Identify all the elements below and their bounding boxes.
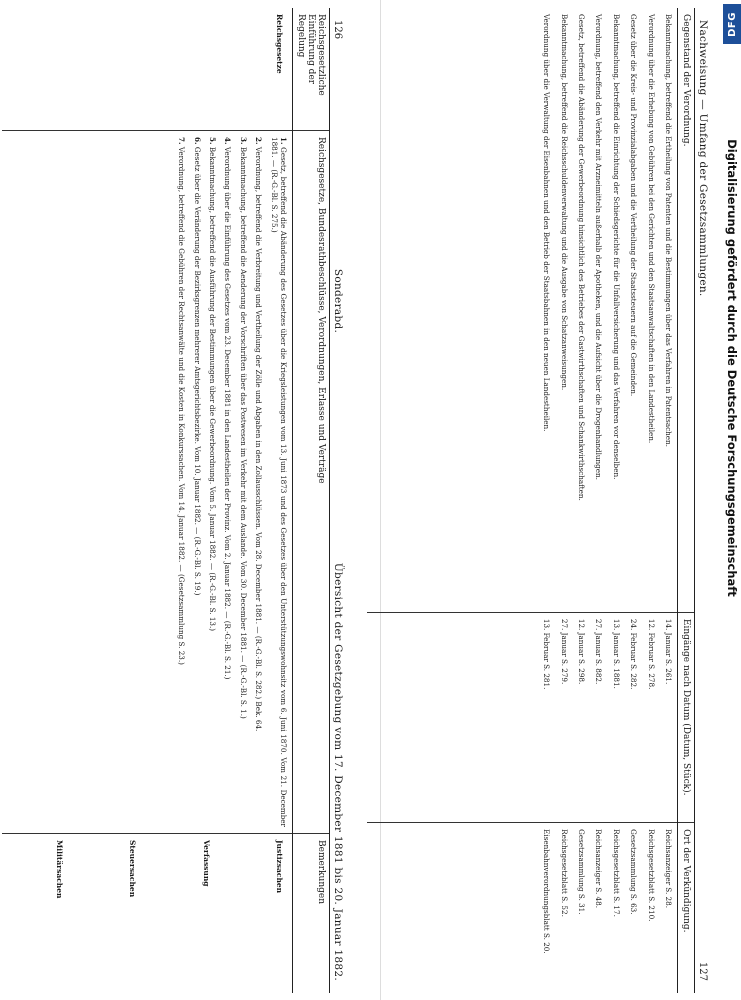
- left-remarks-column: [2, 834, 292, 986]
- table-row: Bekanntmachung, betreffend die Reichsschuldenverwaltung und die Ausgabe von Schatzanweisungen.: [559, 14, 569, 391]
- table-cell-place: Eisenbahnverordnungsblatt S. 20.: [542, 829, 552, 954]
- table-cell-place: Gesetzsammlung S. 63.: [629, 829, 639, 915]
- table-cell-place: Reichsgesetzblatt S. 210.: [646, 829, 656, 922]
- table-cell-date: 13. Februar S. 281.: [542, 618, 552, 690]
- table-row: Verordnung über die Verwaltung der Eisenbahnen und den Betrieb der Staatsbahnen in den neuen Landestheilen.: [542, 14, 552, 432]
- table-cell-place: Reichsanzeiger S. 48.: [594, 829, 604, 908]
- table-cell-date: 14. Januar S. 261.: [664, 618, 673, 685]
- list-item: [177, 137, 186, 827]
- table-cell-date: 27. Januar S. 279.: [559, 618, 569, 685]
- table-cell-date: 12. Februar S. 278.: [646, 618, 656, 690]
- left-col-header-2: Reichsgesetze, Bundesrathbeschlüsse, Verordnungen, Erlasse und Verträge: [293, 131, 329, 834]
- left-running-title: Sonderabd.: [332, 268, 344, 334]
- entry-number: 6.: [192, 137, 202, 145]
- table-row: Gesetz, betreffend die Abänderung der Gewerbeordnung hinsichtlich des Betriebes der Gastwirthschaften und Schankwirthschaften.: [576, 14, 586, 501]
- entry-text: Verordnung, betreffend die Gebühren der Rechtsanwälte und die Kosten in Konkurssachen. Vom 14. Januar 1882. — (Gesetzsammlung S. 23.): [177, 146, 187, 665]
- entry-text: Gesetz, betreffend die Abänderung des Gesetzes über die Kriegsleistungen vom 13. Juni 1873 und des Gesetzes über den Unterstützungswohnsitz vom 6. Juni 1870. Vom 21. December 1881. — (R.-G.-Bl. S. 275.): [269, 137, 288, 827]
- left-page-number: 126: [332, 20, 343, 40]
- table-row: Verordnung, betreffend den Verkehr mit Arzneimitteln außerhalb der Apotheken, und die Aufsicht über die Drogenhandlungen.: [594, 14, 604, 480]
- entry-number: 1.: [279, 137, 288, 145]
- left-header-title: Übersicht der Gesetzgebung vom 17. December 1881 bis 20. Januar 1882.: [332, 562, 344, 981]
- entry-number: 5.: [207, 137, 217, 145]
- table-row: Gesetz über die Kreis- und Provinzialabgaben und die Vertheilung der Staatssteuern auf die Gemeinden.: [629, 14, 639, 397]
- entry-text: Verordnung über die Einführung des Gesetzes vom 23. December 1881 in den Landestheilen der Provinz. Vom 2. Januar 1882. — (R.-G.-Bl. S. 21.): [223, 146, 233, 680]
- dfg-banner: [723, 0, 741, 690]
- entry-number: 4.: [223, 137, 233, 145]
- left-page-header: [329, 8, 350, 993]
- table-row: Verordnung über die Erhebung von Gebühren bei den Gerichten und den Staatsanwaltschaften in den Landestheilen.: [646, 14, 656, 444]
- list-item: [223, 137, 232, 827]
- table-cell-date: 27. Januar S. 882.: [594, 618, 604, 685]
- dfg-logo-text: DFG: [726, 11, 738, 37]
- table-row: Bekanntmachung, betreffend die Ertheilung von Patenten und die Bestimmungen über das Verfahren in Patentsachen.: [664, 14, 673, 447]
- right-page: [360, 8, 715, 993]
- entry-number: 3.: [238, 137, 248, 145]
- right-subject-column: [367, 8, 677, 613]
- right-col-header-2: Eingänge nach Datum (Datum, Stück).: [678, 613, 694, 823]
- right-column-headers: [677, 8, 694, 993]
- table-cell-date: 13. Januar S. 1881.: [611, 618, 621, 689]
- left-col-header-1: Reichsgesetzliche Einführung der Regelung: [293, 8, 329, 131]
- entry-text: Bekanntmachung, betreffend die Ausführung der Bestimmungen über die Gewerbeordnung. Vom 5. Januar 1882. — (R.-G.-Bl. S. 13.): [207, 146, 217, 632]
- side-label: Justizsachen: [275, 840, 284, 894]
- dfg-caption-text: Digitalisierung gefördert durch die Deutsche Forschungsgemeinschaft: [725, 139, 739, 597]
- table-cell-place: Reichsgesetzblatt S. 52.: [559, 829, 569, 917]
- table-cell-place: Gesetzsammlung S. 31.: [576, 829, 586, 915]
- section-label: Reichsgesetze: [275, 14, 284, 74]
- table-cell-date: 24. Februar S. 282.: [629, 618, 639, 690]
- entry-number: 2.: [254, 137, 264, 145]
- side-label: Steuersachen: [128, 840, 138, 898]
- left-section-column: [2, 8, 292, 131]
- left-page: [20, 8, 350, 993]
- dfg-caption: [723, 48, 741, 688]
- entry-text: Gesetz über die Veränderung der Bezirksgrenzen mehrerer Amtsgerichtsbezirke. Vom 10. Januar 1882. — (R.-G.-Bl. S. 19.): [192, 146, 202, 596]
- right-col-header-3: Ort der Verkündigung.: [681, 829, 691, 933]
- table-cell-place: Reichsgesetzblatt S. 17.: [611, 829, 621, 917]
- entry-number: 7.: [177, 137, 187, 145]
- right-place-column: [367, 823, 677, 993]
- entry-text: Bekanntmachung, betreffend die Aenderung der Vorschriften über das Postwesen im Verkehr mit dem Auslande. Vom 30. December 1881. — (R.-G.-Bl. S. 1.): [238, 146, 248, 719]
- left-col-header-3: Bemerkungen: [316, 840, 326, 905]
- right-col-header-1: Gegenstand der Verordnung.: [678, 8, 694, 613]
- list-item: [192, 137, 201, 827]
- table-cell-place: Reichsanzeiger S. 28.: [664, 829, 673, 908]
- left-entries-column: [2, 131, 292, 834]
- list-item: [254, 137, 263, 827]
- dfg-logo: [723, 4, 741, 44]
- right-page-header: [694, 8, 715, 993]
- side-label: Verfassung: [201, 840, 211, 887]
- entry-text: Verordnung, betreffend die Verbreitung und Vertheilung der Zölle und Abgaben in den Zollausschlüssen. Vom 28. December 1881. — (R.-G.-Bl. S. 282.) Bek. 64.: [254, 146, 264, 732]
- list-item: [238, 137, 247, 827]
- table-row: Bekanntmachung, betreffend die Einrichtung der Schiedsgerichte für die Unfallversicherung und das Verfahren vor denselben.: [611, 14, 621, 480]
- right-page-number: 127: [697, 961, 708, 981]
- right-date-column: [367, 613, 677, 823]
- list-item: [208, 137, 217, 827]
- left-column-headers: [292, 8, 329, 993]
- list-item: [269, 137, 288, 827]
- table-cell-date: 12. Januar S. 298.: [576, 618, 586, 685]
- side-label: Militärsachen: [54, 840, 64, 899]
- right-header-title: Nachweisung — Umfang der Gesetzsammlungen.: [697, 20, 709, 297]
